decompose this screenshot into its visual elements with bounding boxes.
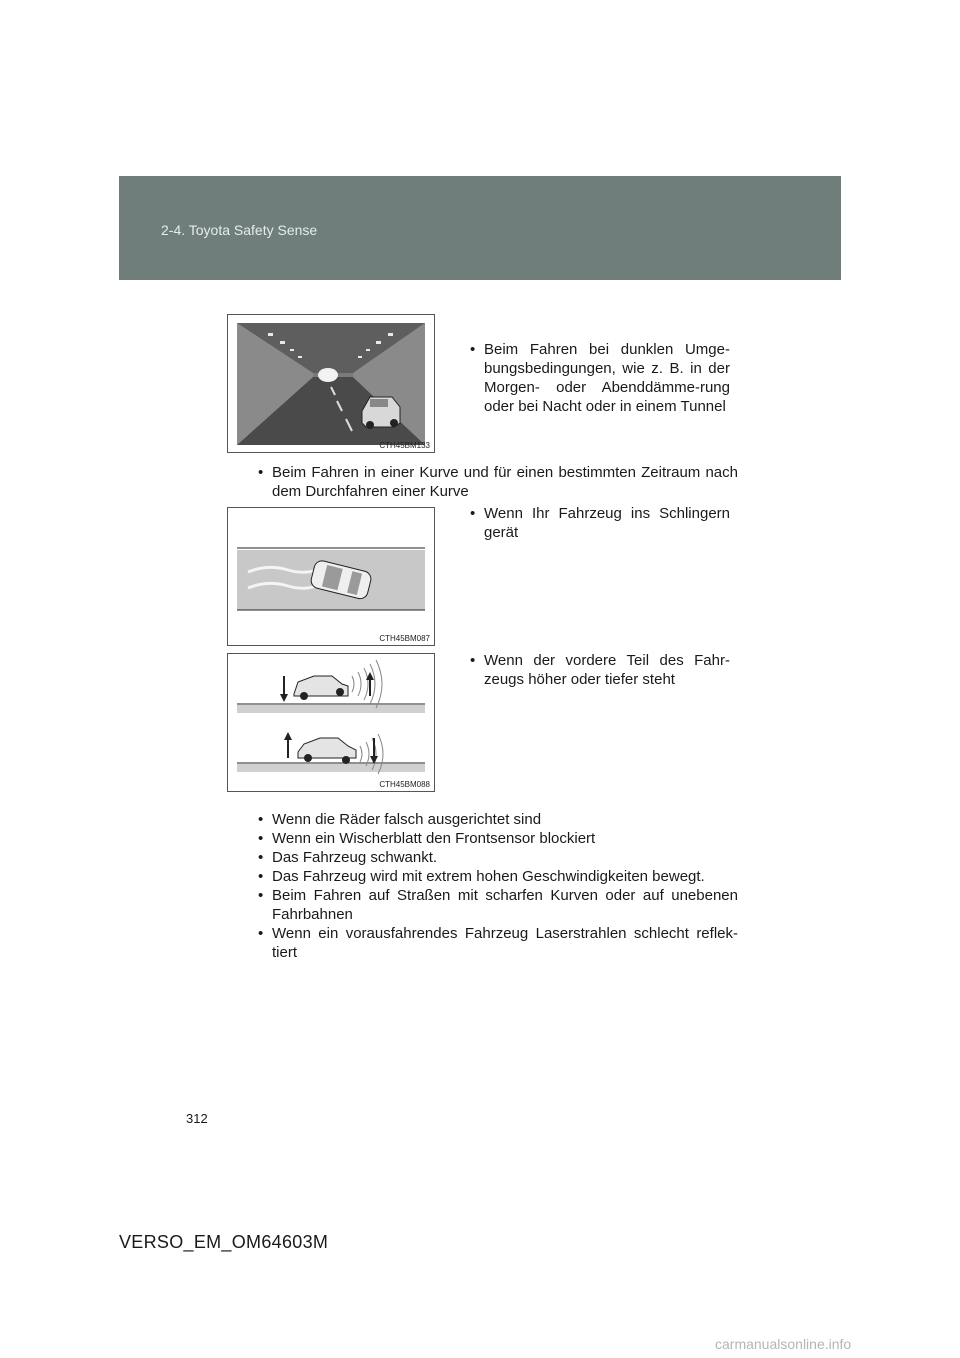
list-item: • Das Fahrzeug wird mit extrem hohen Geschwindigkeiten bewegt.	[254, 867, 738, 886]
car-icon	[298, 738, 356, 764]
curve-note	[254, 463, 738, 501]
caption-skidding	[466, 504, 730, 542]
conditions-list	[254, 810, 738, 962]
tunnel-graphic	[228, 315, 434, 452]
list-item: • Wenn der vordere Teil des Fahr-zeugs höher oder tiefer steht	[466, 651, 730, 689]
vehicle-tilt-illustration	[227, 653, 435, 792]
list-item: • Das Fahrzeug schwankt.	[254, 848, 738, 867]
list-item: • Wenn Ihr Fahrzeug ins Schlingern gerät	[466, 504, 730, 542]
car-icon	[294, 676, 348, 700]
list-item: • Wenn ein vorausfahrendes Fahrzeug Laserstrahlen schlecht reflek-tiert	[254, 924, 738, 962]
arrow-down-icon	[370, 738, 378, 764]
caption-vehicle-tilt	[466, 651, 730, 689]
skid-illustration	[227, 507, 435, 646]
document-code: VERSO_EM_OM64603M	[119, 1232, 329, 1252]
list-item: • Beim Fahren in einer Kurve und für einen bestimmten Zeitraum nach dem Durchfahren einer Kurve	[254, 463, 738, 501]
figure-code: CTH45BM133	[379, 441, 430, 450]
list-item: • Beim Fahren bei dunklen Umge-bungsbedingungen, wie z. B. in der Morgen- oder Abenddämme-rung oder bei Nacht oder in einem Tunnel	[466, 340, 730, 416]
car-icon	[362, 397, 400, 429]
page-number: 312	[186, 1111, 208, 1126]
section-title: 2-4. Toyota Safety Sense	[161, 222, 318, 238]
tilt-graphic	[228, 654, 434, 791]
figure-code: CTH45BM087	[379, 634, 430, 643]
tunnel-illustration	[227, 314, 435, 453]
watermark: carmanualsonline.info	[715, 1336, 852, 1352]
caption-dark-conditions	[466, 340, 730, 416]
arrow-up-icon	[284, 732, 292, 758]
list-item: • Wenn ein Wischerblatt den Frontsensor blockiert	[254, 829, 738, 848]
arrow-down-icon	[280, 676, 288, 702]
list-item: • Wenn die Räder falsch ausgerichtet sind	[254, 810, 738, 829]
list-item: • Beim Fahren auf Straßen mit scharfen Kurven oder auf unebenen Fahrbahnen	[254, 886, 738, 924]
skid-graphic	[228, 508, 434, 645]
figure-code: CTH45BM088	[379, 780, 430, 789]
section-header	[119, 176, 841, 280]
